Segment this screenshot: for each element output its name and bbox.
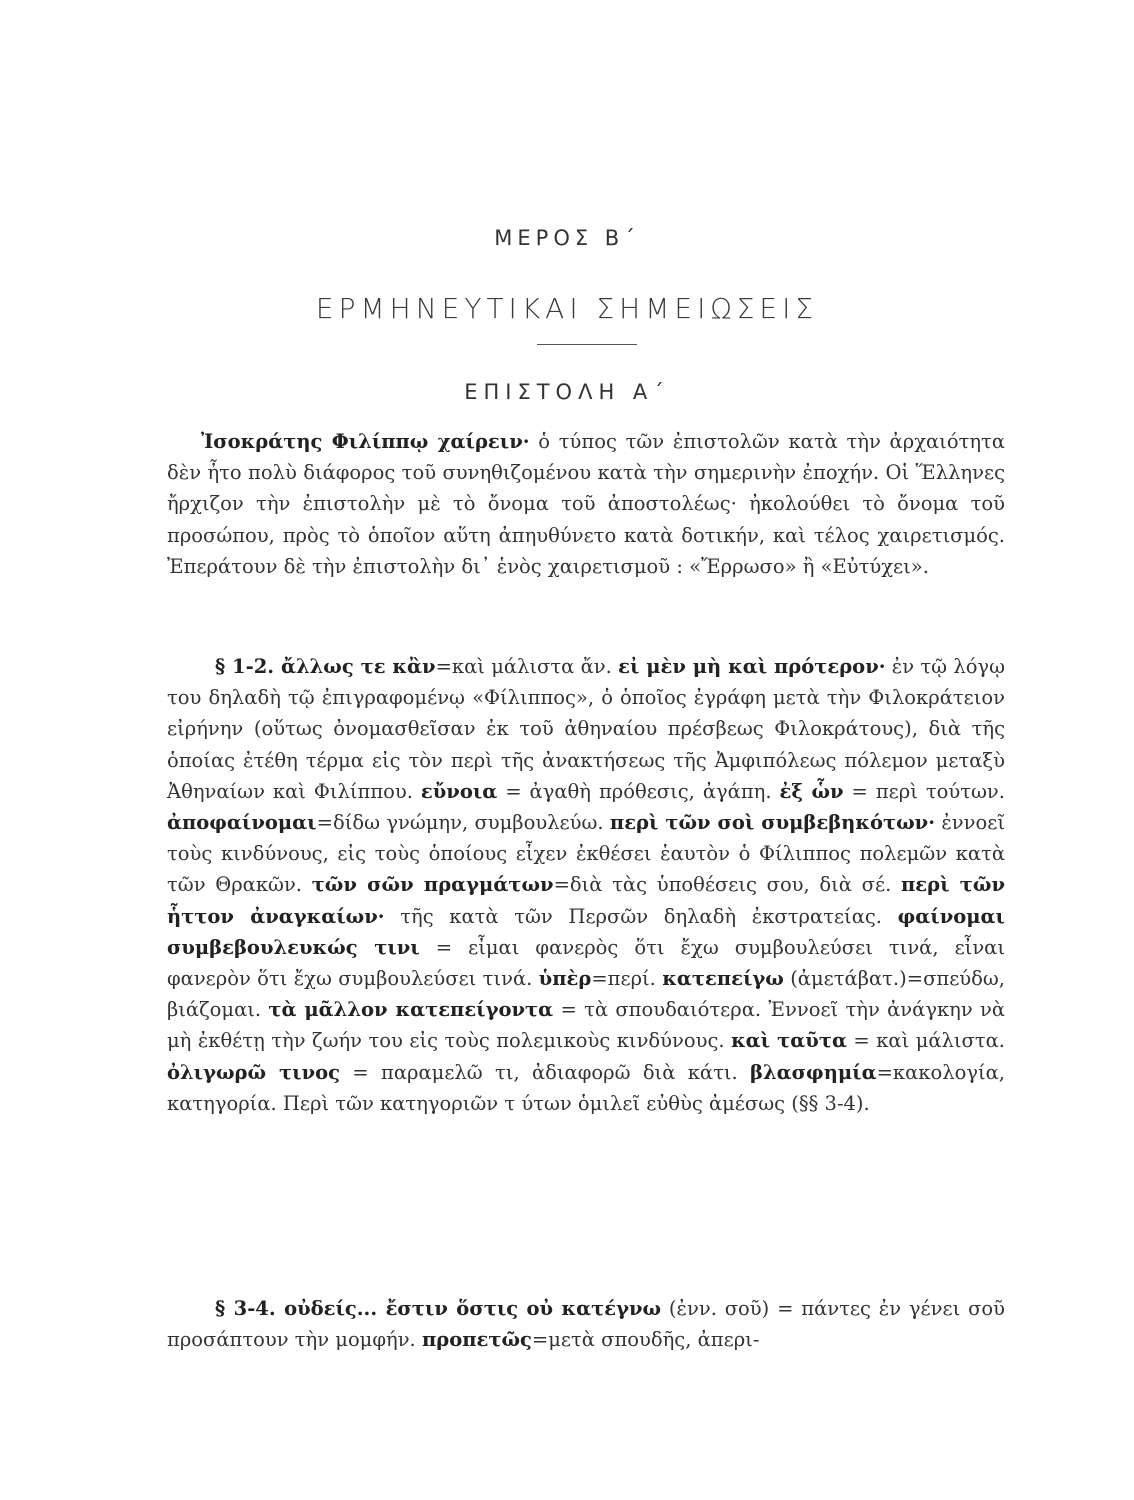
note-text: = εἶμαι φανερὸς ὅτι ἔχω συμβουλεύσει τινά, εἶναι φανερὸν ὅτι ἔχω συμβουλεύσει τινά. [167, 935, 1005, 991]
section-heading: ΕΡΜΗΝΕΥΤΙΚΑΙ ΣΗΜΕΙΩΣΕΙΣ [315, 292, 819, 325]
lemma: περὶ τῶν ἧττον ἀναγκαίων· [167, 873, 1005, 928]
note-text: ἐν τῷ λόγῳ του δηλαδὴ τῷ ἐπιγραφομένῳ «Φίλιππος», ὁ ὁποῖος ἐγράφη μετὰ τὴν Φιλοκράτειον εἰρήνην (οὕτως ὀνομασθεῖσαν ἐκ τοῦ ἀθηναίου πρέσβεως Φιλοκράτους), διὰ τῆς ὁποίας ἐτέθη τέρμα εἰς τὸν περὶ τῆς ἀνακτήσεως τῆς Ἀμφιπόλεως πόλεμον μεταξὺ Ἀθηναίων καὶ Φιλίππου. [167, 655, 1005, 803]
lemma: εἰ μὲν μὴ καὶ πρότερον· [618, 655, 886, 678]
lemma: § 3-4. οὐδείς... ἔστιν ὅστις οὐ κατέγνω [215, 1297, 662, 1320]
divider [537, 344, 637, 345]
lemma: καὶ ταῦτα [731, 1029, 847, 1053]
lemma: ὑπὲρ [538, 967, 592, 991]
note-text: =περί. [591, 967, 663, 991]
lemma: προπετῶς [421, 1328, 532, 1352]
lemma: ὀλιγωρῶ τινος [167, 1060, 340, 1084]
lemma: φαίνομαι συμβεβουλευκώς τινι [167, 904, 1005, 959]
note-text: (ἀμετάβατ.)=σπεύδω, βιάζομαι. [167, 967, 1005, 1022]
lemma: εὔνοια [420, 779, 498, 803]
note-text: ὁ τύπος τῶν ἐπιστολῶν κατὰ τὴν ἀρχαιότητα δὲν ἦτο πολὺ διάφορος τοῦ συνηθιζομένου κατὰ τὴν σημερινὴν ἐποχήν. Οἱ Ἕλληνες ἤρχιζον τὴν ἐπιστολὴν μὲ τὸ ὄνομα τοῦ ἀποστολέως· ἠκολούθει τὸ ὄνομα τοῦ προσώπου, πρὸς τὸ ὁποῖον αὕτη ἀπηυθύνετο κατὰ δοτικήν, καὶ τέλος χαιρετισμός. Ἐπεράτουν δὲ τὴν ἐπιστολὴν δι᾽ ἑνὸς χαιρετισμοῦ : «Ἔρρωσο» ἢ «Εὐτύχει». [167, 430, 1005, 578]
note-text: =μετὰ σπουδῆς, ἀπερι- [531, 1328, 760, 1352]
lemma: Ἰσοκράτης Φιλίππῳ χαίρειν· [201, 430, 530, 453]
note-text: = ἀγαθὴ πρόθεσις, ἀγάπη. [497, 779, 780, 803]
note-text: =κακολογία, κατηγορία. Περὶ τῶν κατηγοριῶν τ ύτων ὁμιλεῖ εὐθὺς ἀμέσως (§§ 3-4). [167, 1060, 1005, 1115]
note-text: ἐννοεῖ τοὺς κινδύνους, εἰς τοὺς ὁποίους εἶχεν ἐκθέσει ἑαυτὸν ὁ Φίλιππος πολεμῶν κατὰ τῶν Θρακῶν. [167, 811, 1005, 897]
note-text: = περὶ τούτων. [843, 779, 1005, 803]
note-text: =καὶ μάλιστα ἄν. [435, 655, 619, 678]
lemma: τῶν σῶν πραγμάτων [311, 873, 554, 897]
lemma: περὶ τῶν σοὶ συμβεβηκότων· [609, 811, 935, 835]
lemma: § 1-2. ἄλλως τε κἂν [215, 655, 436, 678]
note-text: = καὶ μάλιστα. [846, 1029, 1006, 1053]
note-text: = παραμελῶ τι, ἀδιαφορῶ διὰ κάτι. [340, 1060, 751, 1084]
note-text: =διὰ τὰς ὑποθέσεις σου, διὰ σέ. [553, 873, 901, 897]
paragraph-section-3-4 [167, 1293, 1005, 1355]
paragraph-intro [167, 426, 1005, 582]
lemma: ἀποφαίνομαι [167, 811, 317, 835]
part-heading: ΜΕΡΟΣ Β΄ [494, 226, 640, 250]
letter-heading: ΕΠΙΣΤΟΛΗ Α΄ [464, 380, 670, 404]
note-text: =δίδω γνώμην, συμβουλεύω. [316, 811, 610, 835]
lemma: ἐξ ὧν [779, 779, 844, 803]
lemma: βλασφημία [750, 1060, 877, 1084]
paragraph-section-1-2 [167, 651, 1005, 1119]
lemma: κατεπείγω [662, 967, 784, 991]
note-text: τῆς κατὰ τῶν Περσῶν δηλαδὴ ἐκστρατείας. [384, 904, 898, 928]
lemma: τὰ μᾶλλον κατεπείγοντα [268, 998, 554, 1022]
note-text: = τὰ σπουδαιότερα. Ἐννοεῖ τὴν ἀνάγκην νὰ μὴ ἐκθέτῃ τὴν ζωήν του εἰς τοὺς πολεμικοὺς κινδύνους. [167, 998, 1006, 1053]
note-text: (ἐνν. σοῦ) = πάντες ἐν γένει σοῦ προσάπτουν τὴν μομφήν. [167, 1297, 1005, 1352]
